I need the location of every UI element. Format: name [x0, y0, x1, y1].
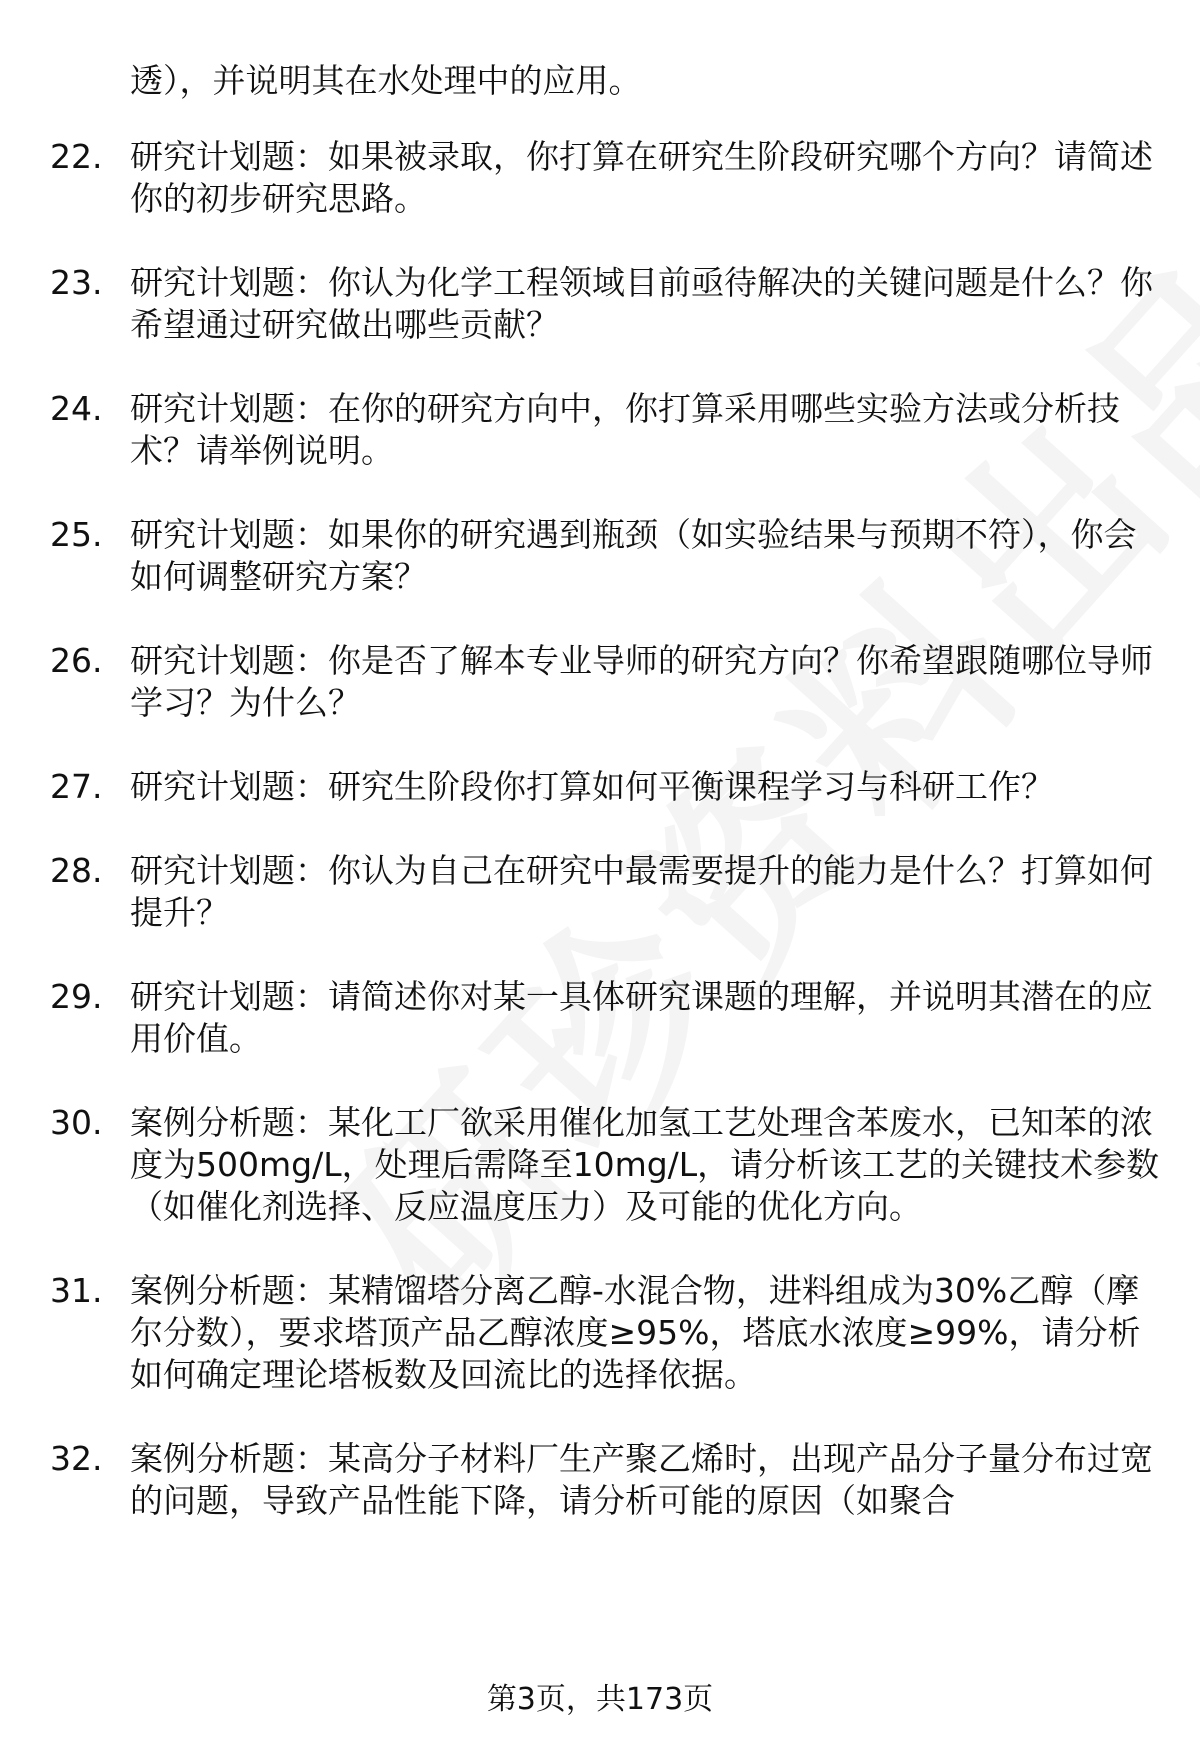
- question-text: 案例分析题：某精馏塔分离乙醇-水混合物，进料组成为30%乙醇（摩尔分数），要求塔顶产品乙醇浓度≥95%，塔底水浓度≥99%，请分析如何确定理论塔板数及回流比的选择依据。: [130, 1271, 1141, 1394]
- question-item: [50, 136, 1165, 220]
- question-text: 研究计划题：你认为化学工程领域目前亟待解决的关键问题是什么？你希望通过研究做出哪些贡献？: [130, 263, 1153, 344]
- question-item: [50, 1270, 1165, 1396]
- question-item: [50, 976, 1165, 1060]
- question-text: 研究计划题：研究生阶段你打算如何平衡课程学习与科研工作？: [130, 767, 1054, 806]
- question-number: 28.: [50, 851, 103, 890]
- question-number: 25.: [50, 515, 103, 554]
- question-item: [50, 766, 1165, 808]
- question-text: 研究计划题：如果你的研究遇到瓶颈（如实验结果与预期不符），你会如何调整研究方案？: [130, 515, 1137, 596]
- continuation-text: 透），并说明其在水处理中的应用。: [130, 61, 642, 100]
- question-text: 研究计划题：你认为自己在研究中最需要提升的能力是什么？打算如何提升？: [130, 851, 1153, 932]
- question-item: [50, 514, 1165, 598]
- page-footer: 第3页，共173页: [486, 1682, 714, 1717]
- question-text: 案例分析题：某化工厂欲采用催化加氢工艺处理含苯废水，已知苯的浓度为500mg/L，处理后需降至10mg/L，请分析该工艺的关键技术参数（如催化剂选择、反应温度压力）及可能的优化方向。: [130, 1103, 1160, 1226]
- question-item: [50, 640, 1165, 724]
- question-number: 31.: [50, 1271, 103, 1310]
- question-text: 研究计划题：如果被录取，你打算在研究生阶段研究哪个方向？请简述你的初步研究思路。: [130, 137, 1153, 218]
- question-number: 26.: [50, 641, 103, 680]
- question-text: 研究计划题：在你的研究方向中，你打算采用哪些实验方法或分析技术？请举例说明。: [130, 389, 1120, 470]
- question-item: [50, 850, 1165, 934]
- question-text: 研究计划题：你是否了解本专业导师的研究方向？你希望跟随哪位导师学习？为什么？: [130, 641, 1153, 722]
- question-item: [50, 388, 1165, 472]
- question-number: 27.: [50, 767, 103, 806]
- question-item: [50, 1438, 1165, 1522]
- question-list: [50, 136, 1165, 1564]
- question-text: 案例分析题：某高分子材料厂生产聚乙烯时，出现产品分子量分布过宽的问题，导致产品性能下降，请分析可能的原因（如聚合: [130, 1439, 1153, 1520]
- question-number: 32.: [50, 1439, 103, 1478]
- question-number: 23.: [50, 263, 103, 302]
- question-number: 24.: [50, 389, 103, 428]
- question-number: 22.: [50, 137, 103, 176]
- question-item: [50, 262, 1165, 346]
- question-number: 29.: [50, 977, 103, 1016]
- question-number: 30.: [50, 1103, 103, 1142]
- question-text: 研究计划题：请简述你对某一具体研究课题的理解，并说明其潜在的应用价值。: [130, 977, 1153, 1058]
- question-item: [50, 1102, 1165, 1228]
